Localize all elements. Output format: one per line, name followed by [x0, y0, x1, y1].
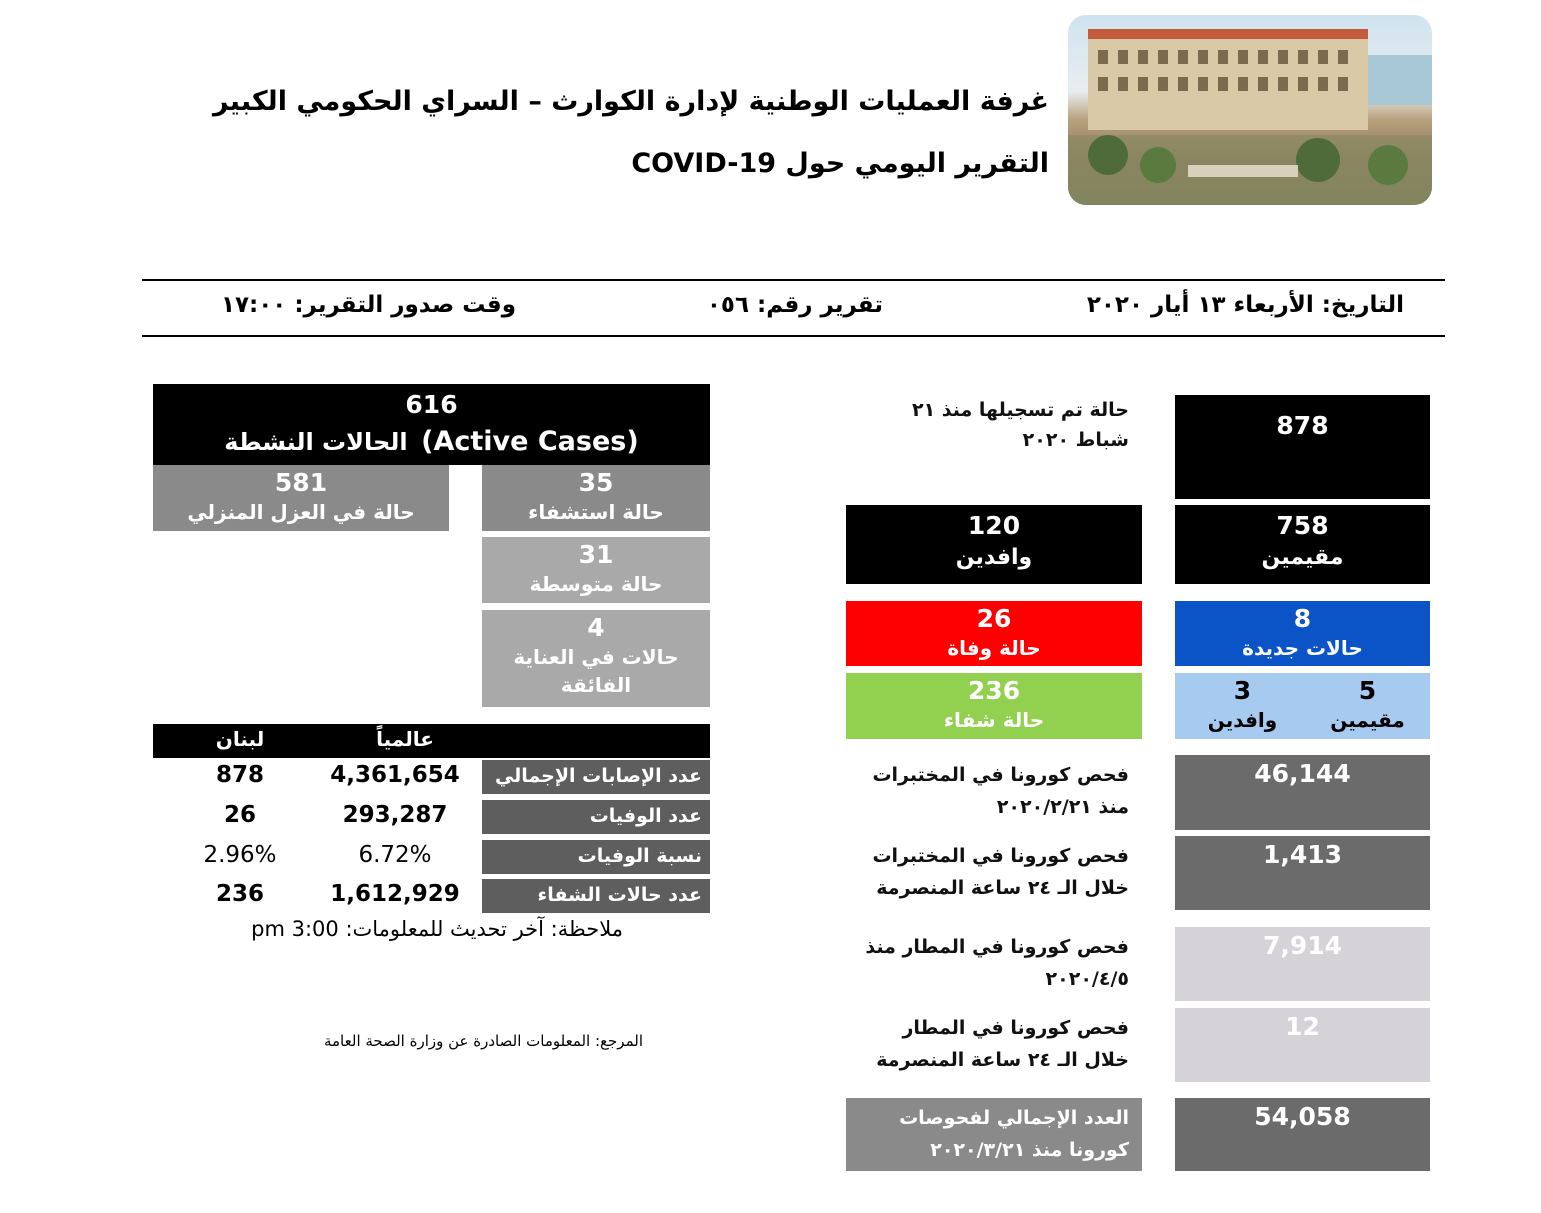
lab-tests-total-box	[1175, 755, 1430, 830]
deaths-box	[846, 601, 1142, 666]
moderate-value: 31	[578, 540, 614, 569]
airport-24h-desc-line2: خلال الـ ٢٤ ساعة المنصرمة	[876, 1049, 1129, 1071]
table-row-world: 4,361,654	[330, 762, 460, 788]
grand-total-desc-line1: العدد الإجمالي لفحوصات	[899, 1107, 1129, 1129]
airport-24h-value: 12	[1285, 1012, 1320, 1041]
lab-tests-total-desc-line2: منذ ٢٠٢٠/٢/٢١	[996, 796, 1129, 818]
deaths-value: 26	[976, 604, 1012, 633]
new-arrivals-value: 3	[1233, 676, 1252, 705]
moderate-label: حالة متوسطة	[529, 572, 663, 596]
table-row-label: نسبة الوفيات	[482, 840, 710, 874]
report-time: وقت صدور التقرير: ١٧:٠٠	[220, 292, 516, 318]
hospitalized-value: 35	[578, 468, 614, 497]
icu-label-line2: الفائقة	[560, 673, 632, 697]
total-cases-box	[1175, 395, 1430, 499]
airport-total-desc-line1: فحص كورونا في المطار منذ	[865, 936, 1129, 958]
lab-tests-total-desc-line1: فحص كورونا في المختبرات	[872, 764, 1129, 786]
table-row-lebanon: 26	[223, 802, 256, 828]
home-isolation-label: حالة في العزل المنزلي	[187, 500, 415, 524]
icu-box	[482, 610, 710, 707]
top-rule	[142, 279, 1445, 281]
table-row-world: 1,612,929	[330, 881, 460, 907]
recovered-value: 236	[967, 676, 1021, 705]
government-building-photo-icon	[1068, 15, 1432, 205]
bottom-rule	[142, 335, 1445, 337]
report-number: تقرير رقم: ٠٥٦	[706, 292, 883, 318]
table-row-lebanon: 2.96%	[203, 842, 277, 868]
residents-box	[1175, 505, 1430, 584]
airport-24h-desc-line1: فحص كورونا في المطار	[902, 1017, 1129, 1039]
lab-tests-24h-desc-line2: خلال الـ ٢٤ ساعة المنصرمة	[876, 877, 1129, 899]
arrivals-box	[846, 505, 1142, 584]
residents-value: 758	[1276, 511, 1329, 540]
header-photo	[1068, 15, 1432, 205]
icu-label-line1: حالات في العناية	[513, 645, 679, 669]
grand-total-box	[1175, 1098, 1430, 1171]
new-cases-value: 8	[1293, 604, 1312, 633]
total-cases-value: 878	[1276, 411, 1329, 440]
header-title-line2: التقرير اليومي حول COVID-19	[631, 148, 1049, 179]
active-cases-value: 616	[405, 390, 458, 419]
new-residents-label: مقيمين	[1330, 708, 1405, 732]
recovered-label: حالة شفاء	[943, 708, 1045, 732]
table-row-label: عدد حالات الشفاء	[482, 879, 710, 913]
source-note: المرجع: المعلومات الصادرة عن وزارة الصحة العامة	[323, 1032, 643, 1050]
recovered-box	[846, 673, 1142, 739]
update-note: ملاحظة: آخر تحديث للمعلومات: 3:00 pm	[251, 917, 623, 941]
header-title-line1: غرفة العمليات الوطنية لإدارة الكوارث – السراي الحكومي الكبير	[213, 86, 1049, 117]
arrivals-value: 120	[967, 511, 1021, 540]
table-row-label: عدد الإصابات الإجمالي	[482, 760, 710, 794]
new-arrivals-label: وافدين	[1207, 708, 1278, 732]
grand-total-value: 54,058	[1254, 1102, 1351, 1131]
icu-value: 4	[587, 613, 605, 642]
new-residents-cell	[1305, 673, 1430, 739]
airport-24h-box	[1175, 1008, 1430, 1082]
table-row-lebanon: 878	[215, 762, 264, 788]
home-isolation-value: 581	[274, 468, 328, 497]
active-cases-label: الحالات النشطة	[224, 428, 408, 456]
arrivals-label: وافدين	[955, 545, 1033, 570]
table-row-label: عدد الوفيات	[482, 800, 710, 834]
table-col-world: عالمياً	[376, 727, 434, 751]
hospitalized-box	[482, 465, 710, 531]
report-date: التاريخ: الأربعاء ١٣ أيار ٢٠٢٠	[1086, 292, 1404, 318]
lab-tests-24h-value: 1,413	[1262, 840, 1343, 869]
airport-total-desc-line2: ٢٠٢٠/٤/٥	[1045, 968, 1129, 990]
active-cases-box	[153, 384, 710, 465]
hospitalized-label: حالة استشفاء	[528, 500, 664, 524]
new-cases-box	[1175, 601, 1430, 666]
lab-tests-24h-desc-line1: فحص كورونا في المختبرات	[872, 845, 1129, 867]
active-cases-label-en: (Active Cases)	[421, 426, 639, 457]
table-col-lebanon: لبنان	[215, 727, 265, 751]
lab-tests-24h-box	[1175, 836, 1430, 910]
table-row-lebanon: 236	[215, 881, 264, 907]
table-row-world: 293,287	[342, 802, 448, 828]
airport-total-value: 7,914	[1262, 931, 1343, 960]
deaths-label: حالة وفاة	[947, 636, 1041, 660]
new-arrivals-cell	[1180, 673, 1305, 739]
lab-tests-total-value: 46,144	[1254, 759, 1351, 788]
airport-total-box	[1175, 927, 1430, 1001]
new-residents-value: 5	[1358, 676, 1377, 705]
total-cases-desc-line2: شباط ٢٠٢٠	[1022, 429, 1129, 451]
new-cases-label: حالات جديدة	[1242, 636, 1363, 660]
total-cases-desc-line1: حالة تم تسجيلها منذ ٢١	[911, 399, 1129, 421]
home-isolation-box	[153, 465, 449, 531]
moderate-box	[482, 537, 710, 603]
table-row-world: 6.72%	[358, 842, 432, 868]
grand-total-desc-line2: كورونا منذ ٢٠٢٠/٣/٢١	[930, 1139, 1129, 1161]
residents-label: مقيمين	[1261, 545, 1344, 570]
